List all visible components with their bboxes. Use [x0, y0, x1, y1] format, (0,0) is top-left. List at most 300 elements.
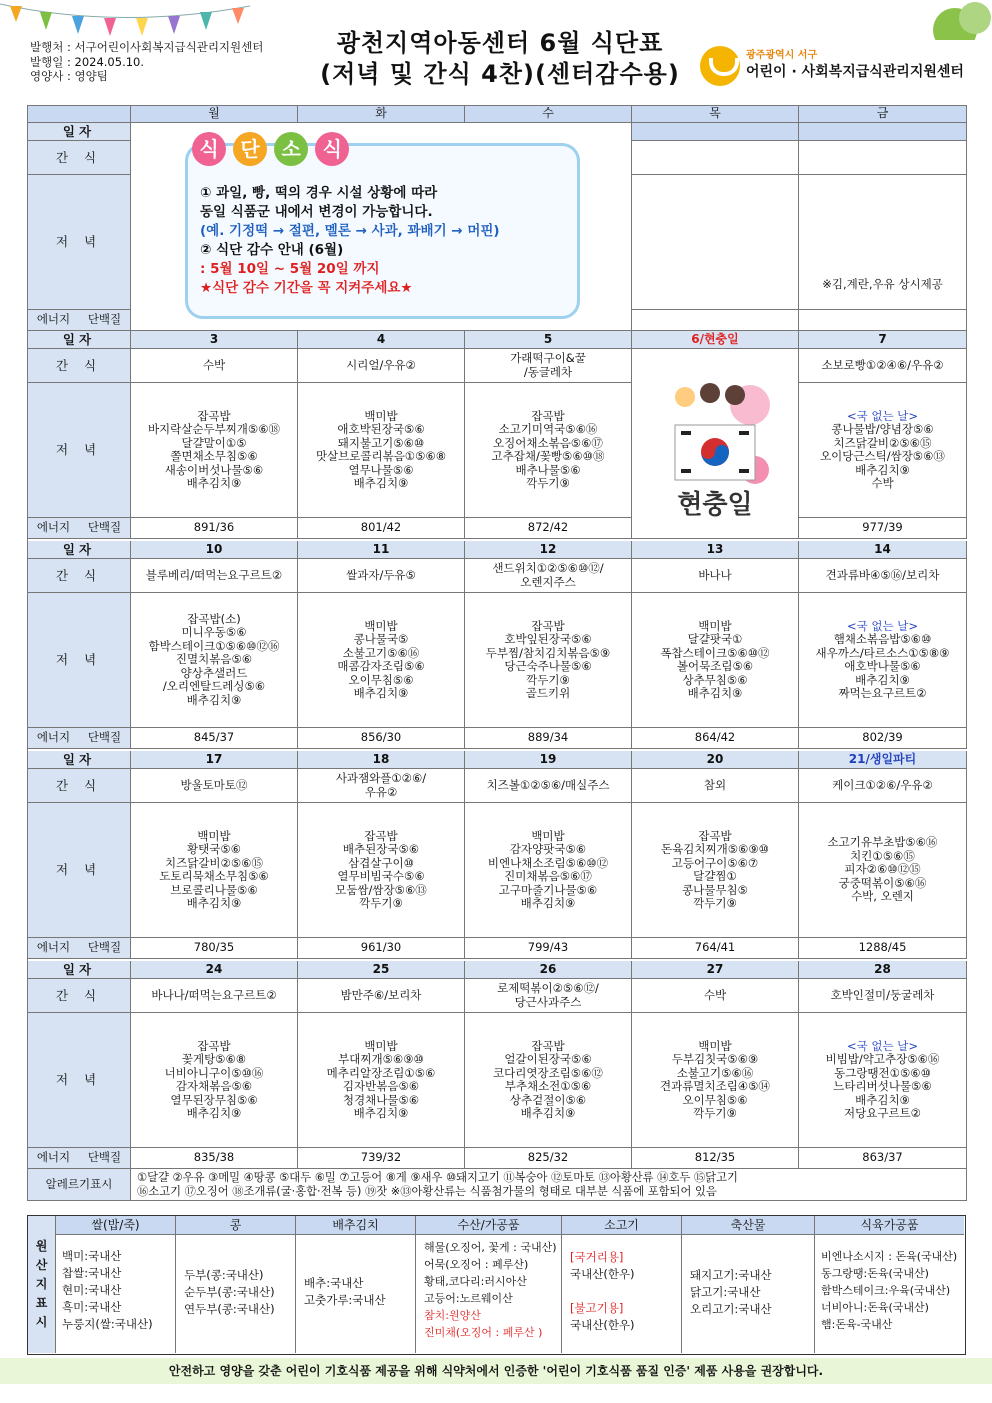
day-header-tue: 화: [298, 106, 465, 123]
label-date: 일자: [28, 751, 131, 769]
dinner-item: 배추김치⑨: [687, 686, 743, 700]
date-wed: 5: [465, 331, 632, 349]
dinner-item: 깍두기⑨: [693, 1106, 737, 1120]
dinner-item: 잡곡밥: [698, 828, 732, 843]
snack-line: 오렌지주스: [520, 574, 576, 589]
dinner-item: 콩나물국⑤: [353, 632, 409, 646]
label-energy: 에너지: [36, 1150, 71, 1165]
label-date: 일자: [28, 961, 131, 979]
dinner-item: 콩나물밥/양념장⑤⑥: [831, 422, 934, 436]
dinner-item: 상추무침⑤⑥: [682, 672, 748, 687]
dinner-thu: [632, 593, 799, 728]
snack-mon: [131, 769, 298, 803]
dinner-item: 느타리버섯나물⑤⑥: [833, 1079, 932, 1093]
corner-cell: [28, 106, 131, 123]
korean-flag-icon: [655, 375, 775, 505]
dinner-item: 배추김치⑨: [855, 462, 910, 477]
snack-line: 수박: [703, 987, 727, 1002]
dinner-item: 치킨①⑤⑥⑮: [850, 848, 915, 863]
snack-wed: [465, 979, 632, 1013]
dinner-item: 배추김치⑨: [353, 1106, 409, 1120]
dinner-item: 피자②⑥⑩⑫⑮: [844, 862, 921, 877]
title-line-1: 광천지역아동센터 6월 식단표: [336, 29, 664, 57]
dinner-item: 진멸치볶음⑤⑥: [175, 652, 253, 667]
week-1-block: [28, 331, 967, 539]
dinner-item: 당근숙주나물⑤⑥: [504, 659, 592, 673]
origin-livestock-2: 닭고기:국내산: [690, 1285, 761, 1299]
energy-protein-mon: 891/36: [131, 518, 298, 539]
origin-rice: [56, 1235, 176, 1353]
dinner-item: 애호박된장국⑤⑥: [337, 422, 425, 436]
snack-line: 사과잼와플①②⑥/: [335, 771, 427, 785]
dinner-item: 백미밥: [364, 1038, 398, 1053]
dinner-item: 오이당근스틱/쌈장⑤⑥⑬: [820, 449, 945, 463]
dinner-item: 백미밥: [197, 828, 231, 843]
snack-line: 바나나/떠먹는요구르트②: [151, 987, 277, 1002]
label-protein: 단백질: [87, 312, 122, 327]
label-date: 일자: [28, 123, 131, 141]
week0-fri-snack: [799, 141, 967, 175]
label-snack: 간 식: [28, 769, 131, 803]
origin-bean-2: 순두부(콩:국내산): [184, 1285, 275, 1299]
dinner-fri: [799, 593, 967, 728]
snack-fri: [799, 559, 967, 593]
week-2-block: [28, 541, 967, 749]
dinner-item: 부대찌개⑤⑥⑨⑩: [338, 1052, 424, 1066]
dinner-item: 소불고기⑤⑥⑯: [676, 1065, 754, 1080]
allergy-label: 알레르기표시: [28, 1169, 131, 1201]
dinner-item: 양상추샐러드: [180, 665, 248, 680]
snack-line: 시리얼/우유②: [346, 357, 416, 372]
origin-livestock-3: 오리고기:국내산: [690, 1302, 772, 1316]
allergy-legend-line-1: ①달걀 ②우유 ③메밀 ④땅콩 ⑤대두 ⑥밀 ⑦고등어 ⑧게 ⑨새우 ⑩돼지고기 ⑪복숭아 ⑫토마토 ⑬아황산류 ⑭호두 ⑮닭고기: [137, 1170, 738, 1184]
snack-line: 수박: [202, 357, 226, 372]
date-thu: 20: [632, 751, 799, 769]
date-tue: 4: [298, 331, 465, 349]
title-line-2: (저녁 및 간식 4찬)(센터감수용): [320, 60, 680, 88]
dinner-item: 볼어묵조림⑤⑥: [676, 659, 754, 673]
dinner-item: 저당요구르트②: [844, 1106, 921, 1120]
origin-processed-2: 동그랑땡:돈육(국내산): [821, 1267, 929, 1280]
snack-tue: [298, 769, 465, 803]
origin-header-beef: 소고기: [562, 1216, 682, 1235]
label-energy-protein: [28, 518, 131, 539]
dinner-fri: [799, 1013, 967, 1148]
origin-seafood-2: 어묵(오징어 : 페루산): [424, 1258, 529, 1271]
origin-processed-5: 햄:돈육-국내산: [821, 1318, 893, 1331]
label-snack: 간 식: [28, 141, 131, 175]
dinner-thu: [632, 803, 799, 938]
dinner-item: 잡곡밥: [364, 828, 398, 843]
dinner-item: 고구마줄기나물⑤⑥: [498, 882, 598, 897]
snack-line: 바나나: [698, 567, 732, 582]
dinner-item: 브로콜리나물⑤⑥: [170, 882, 258, 897]
dinner-item: <국 없는 날>: [846, 618, 919, 633]
always-provided-note: ※김,계란,우유 상시제공: [822, 276, 943, 291]
snack-fri: [799, 349, 967, 383]
label-energy-protein: [28, 1148, 131, 1169]
day-header-row: [28, 106, 967, 123]
dinner-item: 고추잡채/꽃빵⑤⑥⑩⑱: [491, 449, 605, 463]
label-dinner: 저 녁: [28, 803, 131, 938]
origin-rice-3: 현미:국내산: [62, 1283, 122, 1297]
holiday-cell: [632, 349, 799, 539]
label-protein: 단백질: [87, 940, 122, 955]
holiday-label: 현충일: [677, 489, 753, 520]
date-thu: 27: [632, 961, 799, 979]
energy-protein-mon: 845/37: [131, 728, 298, 749]
dinner-item: 깍두기⑨: [359, 896, 403, 910]
dinner-item: 김자반볶음⑤⑥: [342, 1079, 420, 1093]
snack-line: 치즈볼①②⑤⑥/매실주스: [486, 777, 610, 792]
date-fri: 14: [799, 541, 967, 559]
dinner-item: <국 없는 날>: [846, 408, 919, 423]
dinner-item: 상추겉절이⑤⑥: [509, 1092, 587, 1107]
week0-thu-snack: [632, 141, 799, 175]
dinner-item: 치즈닭갈비②⑤⑥⑮: [165, 855, 263, 870]
week0-fri-dinner: [799, 175, 967, 310]
dinner-item: 소고기미역국⑤⑥⑯: [498, 422, 598, 436]
snack-line: 샌드위치①②⑤⑥⑩⑫/: [492, 561, 604, 575]
origin-kimchi-2: 고춧가루:국내산: [304, 1293, 386, 1307]
snack-line: 우유②: [364, 784, 398, 799]
dinner-item: 배추김치⑨: [353, 686, 409, 700]
day-header-fri: 금: [799, 106, 967, 123]
dinner-item: 삼겹살구이⑩: [348, 855, 414, 870]
label-energy-protein: [28, 728, 131, 749]
dinner-mon: [131, 803, 298, 938]
dinner-wed: [465, 803, 632, 938]
origin-seafood: [416, 1235, 562, 1353]
dinner-item: 모둠쌈/쌈장⑤⑥⑬: [335, 882, 427, 897]
energy-protein-wed: 872/42: [465, 518, 632, 539]
dinner-item: 달걀찜①: [693, 869, 737, 883]
dinner-item: 함박스테이크①⑤⑥⑩⑫⑯: [148, 638, 280, 653]
dinner-item: 새우까스/타르소스①⑤⑧⑨: [815, 645, 950, 660]
page-title: [300, 28, 700, 90]
week-3-block: [28, 751, 967, 959]
snack-wed: [465, 349, 632, 383]
dinner-item: 햄채소볶음밥⑤⑥⑩: [833, 632, 932, 646]
dinner-mon: [131, 383, 298, 518]
snack-line: 소보로빵①②④⑥/우유②: [821, 357, 944, 372]
energy-protein-thu: 764/41: [632, 938, 799, 959]
origin-beef-value-1: 국내산(한우): [570, 1267, 635, 1281]
snack-fri: [799, 979, 967, 1013]
dinner-item: <국 없는 날>: [846, 1038, 919, 1053]
dinner-item: 배추김치⑨: [353, 476, 409, 490]
dinner-item: 애호박나물⑤⑥: [844, 659, 921, 673]
week0-thu-energy: [632, 310, 799, 331]
label-dinner: 저 녁: [28, 593, 131, 728]
origin-seafood-4: 고등어:노르웨이산: [424, 1292, 513, 1305]
energy-protein-tue: 856/30: [298, 728, 465, 749]
dinner-item: 백미밥: [364, 618, 398, 633]
dinner-tue: [298, 383, 465, 518]
dinner-item: 호박잎된장국⑤⑥: [504, 632, 592, 646]
energy-protein-thu: 812/35: [632, 1148, 799, 1169]
label-snack: 간 식: [28, 559, 131, 593]
origin-bean-3: 연두부(콩:국내산): [184, 1302, 275, 1316]
label-date: 일자: [28, 541, 131, 559]
origin-bean: [176, 1235, 296, 1353]
dinner-item: 돼지불고기⑤⑥⑩: [337, 435, 425, 450]
energy-protein-thu: 864/42: [632, 728, 799, 749]
dinner-item: 열무된장무침⑤⑥: [170, 1092, 258, 1107]
snack-mon: [131, 349, 298, 383]
dinner-item: 미니우동⑤⑥: [181, 625, 247, 640]
label-dinner: 저 녁: [28, 383, 131, 518]
origin-header-kimchi: 배추김치: [296, 1216, 416, 1235]
snack-line: 당근사과주스: [514, 994, 582, 1009]
dinner-item: 오이무침⑤⑥: [682, 1092, 748, 1107]
notice-line-5: : 5월 10일 ~ 5월 20일 까지: [200, 261, 380, 277]
dinner-item: 바지락살순두부찌개⑤⑥⑱: [147, 422, 281, 436]
dinner-item: 감자채볶음⑤⑥: [175, 1079, 253, 1093]
snack-mon: [131, 559, 298, 593]
dinner-wed: [465, 593, 632, 728]
snack-line: 호박인절미/둥굴레차: [830, 987, 935, 1002]
origin-rice-4: 흑미:국내산: [62, 1300, 122, 1314]
notice-text: [200, 184, 580, 298]
dinner-item: 수박, 오렌지: [851, 889, 914, 904]
energy-protein-mon: 835/38: [131, 1148, 298, 1169]
snack-thu: [632, 979, 799, 1013]
origin-side-label: [28, 1216, 56, 1353]
week0-thu-date: [632, 123, 799, 141]
allergy-legend-line-2: ⑯소고기 ⑰오징어 ⑱조개류(굴·홍합·전복 등) ⑲잣 ※⑬아황산류는 식품첨가물의 형태로 대부분 식품에 포함되어 있음: [137, 1184, 717, 1198]
notice-badge-2: 단: [233, 132, 267, 166]
origin-beef-label-1: [국거리용]: [570, 1250, 624, 1264]
dinner-item: 오이무침⑤⑥: [348, 672, 414, 687]
snack-fri: [799, 769, 967, 803]
snack-line: 밤만주⑥/보리차: [340, 987, 422, 1002]
energy-protein-mon: 780/35: [131, 938, 298, 959]
notice-line-3: (예. 기정떡 → 절편, 멜론 → 사과, 꽈배기 → 머핀): [200, 223, 500, 239]
date-fri: 21/생일파티: [799, 751, 967, 769]
smile-logo-icon: [700, 46, 740, 86]
label-dinner: 저 녁: [28, 1013, 131, 1148]
energy-protein-wed: 825/32: [465, 1148, 632, 1169]
dinner-item: 달걀팟국①: [687, 632, 743, 646]
dinner-item: 비엔나채소조림⑤⑥⑩⑫: [487, 855, 609, 870]
dinner-item: 잡곡밥: [197, 1038, 231, 1053]
origin-table: [27, 1215, 966, 1355]
origin-seafood-5: 참치:원양산: [424, 1309, 481, 1322]
notice-line-4: ② 식단 감수 안내 (6월): [200, 242, 344, 258]
snack-mon: [131, 979, 298, 1013]
dinner-item: 배추김치⑨: [186, 692, 242, 707]
dinner-item: 수박: [871, 476, 894, 490]
dinner-item: 백미밥: [364, 408, 398, 423]
snack-tue: [298, 559, 465, 593]
nutritionist-text: 영양사 : 영양팀: [30, 69, 108, 83]
dinner-item: 배추김치⑨: [186, 1106, 242, 1120]
label-snack: 간 식: [28, 979, 131, 1013]
label-protein: 단백질: [87, 1150, 122, 1165]
notice-badge-3: 소: [274, 132, 308, 166]
notice-badge-1: 식: [192, 132, 226, 166]
dinner-item: 배추김치⑨: [855, 672, 910, 687]
dinner-item: 콩나물무침⑤: [682, 882, 748, 897]
snack-line: /동글레차: [523, 364, 573, 379]
energy-protein-fri: 863/37: [799, 1148, 967, 1169]
dinner-item: 폭찹스테이크⑤⑥⑩⑫: [660, 645, 770, 660]
date-mon: 17: [131, 751, 298, 769]
date-tue: 25: [298, 961, 465, 979]
dinner-item: 고등어구이⑤⑥⑦: [671, 855, 759, 870]
date-tue: 18: [298, 751, 465, 769]
dinner-item: 쫄면채소무침⑤⑥: [170, 449, 258, 463]
dinner-item: 배추김치⑨: [186, 476, 242, 490]
dinner-thu: [632, 1013, 799, 1148]
dinner-fri: [799, 803, 967, 938]
dinner-item: 새송이버섯나물⑤⑥: [164, 462, 264, 477]
dinner-item: 배추김치⑨: [186, 896, 242, 910]
dinner-item: 치즈닭갈비②⑤⑥⑮: [833, 435, 932, 450]
dinner-item: 꽃게탕⑤⑥⑧: [181, 1052, 247, 1066]
notice-line-2: 동일 식품군 내에서 변경이 가능합니다.: [200, 204, 433, 220]
energy-protein-fri: 1288/45: [799, 938, 967, 959]
dinner-tue: [298, 803, 465, 938]
label-date: 일자: [28, 331, 131, 349]
allergy-legend: [131, 1169, 967, 1201]
date-fri: 28: [799, 961, 967, 979]
date-fri: 7: [799, 331, 967, 349]
origin-header-bean: 콩: [176, 1216, 296, 1235]
origin-seafood-3: 황태,코다리:러시아산: [424, 1275, 527, 1288]
snack-line: 로제떡볶이②⑤⑥⑫/: [497, 981, 599, 995]
energy-protein-tue: 739/32: [298, 1148, 465, 1169]
dinner-mon: [131, 593, 298, 728]
dinner-item: 부추채소전①⑤⑥: [504, 1079, 592, 1093]
origin-header-livestock: 축산물: [682, 1216, 815, 1235]
dinner-wed: [465, 1013, 632, 1148]
origin-side-char-3: 지: [35, 1277, 48, 1291]
label-protein: 단백질: [87, 520, 122, 535]
dinner-wed: [465, 383, 632, 518]
origin-side-char-2: 산: [35, 1258, 48, 1272]
origin-processed-3: 함박스테이크:우육(국내산): [821, 1284, 951, 1297]
snack-wed: [465, 769, 632, 803]
dinner-item: 소고기유부초밥⑤⑥⑯: [827, 835, 938, 850]
dinner-item: 잡곡밥: [197, 408, 231, 423]
energy-protein-tue: 801/42: [298, 518, 465, 539]
label-dinner: 저 녁: [28, 175, 131, 310]
center-logo: [700, 44, 970, 88]
dinner-fri: [799, 383, 967, 518]
dinner-item: 오징어채소볶음⑤⑥⑰: [493, 435, 603, 450]
dinner-item: 잡곡밥(소): [187, 611, 241, 626]
label-energy: 에너지: [36, 940, 71, 955]
snack-line: 블루베리/떠먹는요구르트②: [145, 567, 283, 582]
dinner-tue: [298, 1013, 465, 1148]
snack-line: 견과류바④⑤⑯/보리차: [825, 567, 940, 582]
date-mon: 24: [131, 961, 298, 979]
snack-line: 케이크①②⑥/우유②: [832, 777, 933, 792]
date-tue: 11: [298, 541, 465, 559]
dinner-item: 코다리엿장조림⑤⑥⑫: [493, 1065, 603, 1080]
notice-line-6: ★식단 감수 기간을 꼭 지켜주세요★: [200, 280, 413, 296]
date-mon: 10: [131, 541, 298, 559]
energy-protein-fri: 977/39: [799, 518, 967, 539]
dinner-item: 열무나물⑤⑥: [348, 462, 414, 477]
dinner-item: 진미채볶음⑤⑥⑰: [504, 869, 592, 883]
dinner-item: 메추리알장조림①⑤⑥: [326, 1065, 436, 1080]
energy-protein-tue: 961/30: [298, 938, 465, 959]
snack-line: 참외: [703, 777, 727, 792]
label-energy: 에너지: [36, 730, 71, 745]
dinner-item: 두부찜/참치김치볶음⑤⑨: [485, 645, 611, 660]
origin-processed-1: 비엔나소시지 : 돈육(국내산): [821, 1250, 958, 1263]
date-mon: 3: [131, 331, 298, 349]
week-4-block: [28, 961, 967, 1169]
snack-thu: [632, 559, 799, 593]
origin-header-rice: 쌀(밥/죽): [56, 1216, 176, 1235]
day-header-mon: 월: [131, 106, 298, 123]
origin-kimchi: [296, 1235, 416, 1353]
date-thu: 6/현충일: [632, 331, 799, 349]
origin-beef: [562, 1235, 682, 1353]
origin-bean-1: 두부(콩:국내산): [184, 1268, 264, 1282]
dinner-item: 배추된장국⑤⑥: [342, 842, 420, 856]
dinner-item: 잡곡밥: [531, 618, 565, 633]
dinner-item: 도토리묵채소무침⑤⑥: [159, 869, 269, 883]
snack-line: 가래떡구이&꿀: [510, 351, 586, 365]
origin-side-char-1: 원: [35, 1239, 48, 1253]
origin-rice-5: 누룽지(쌀:국내산): [62, 1317, 153, 1331]
dinner-item: 골드키위: [525, 686, 571, 700]
footer-notice: 안전하고 영양을 갖춘 어린이 기호식품 제공을 위해 식약처에서 인증한 '어린이 기호식품 품질 인증' 제품 사용을 권장합니다.: [168, 1364, 824, 1378]
origin-seafood-1: 해물(오징어, 꽃게 : 국내산): [424, 1241, 557, 1254]
label-energy-protein: [28, 310, 131, 331]
logo-title: 어린이 · 사회복지급식관리지원센터: [746, 64, 964, 80]
label-energy-protein: [28, 938, 131, 959]
dinner-item: 깍두기⑨: [526, 476, 570, 490]
dinner-item: 배추김치⑨: [855, 1092, 910, 1107]
date-wed: 12: [465, 541, 632, 559]
dinner-item: 청경채나물⑤⑥: [342, 1092, 420, 1107]
origin-header-seafood: 수산/가공품: [416, 1216, 562, 1235]
allergy-row: [28, 1169, 967, 1201]
dinner-item: 백미밥: [698, 1038, 732, 1053]
week0-thu-dinner: [632, 175, 799, 310]
dinner-item: 깍두기⑨: [526, 672, 570, 687]
origin-rice-2: 찹쌀:국내산: [62, 1266, 122, 1280]
snack-wed: [465, 559, 632, 593]
header-meta: [30, 40, 263, 84]
dinner-item: 소불고기⑤⑥⑯: [342, 645, 420, 660]
label-energy: 에너지: [36, 520, 71, 535]
issue-date-text: 발행일 : 2024.05.10.: [30, 54, 145, 69]
dinner-item: 너비아니구이⑤⑩⑯: [164, 1065, 264, 1080]
energy-protein-fri: 802/39: [799, 728, 967, 749]
origin-processed-4: 너비아니:돈육(국내산): [821, 1301, 929, 1314]
origin-side-char-4: 표: [35, 1296, 48, 1310]
dinner-item: 감자양팟국⑤⑥: [509, 842, 587, 856]
label-protein: 단백질: [87, 730, 122, 745]
dinner-item: 배추나물⑤⑥: [515, 462, 581, 477]
origin-header-processed: 식육가공품: [815, 1216, 964, 1235]
snack-tue: [298, 349, 465, 383]
snack-line: 쌀과자/두유⑤: [346, 567, 416, 582]
dinner-item: 잡곡밥: [531, 1038, 565, 1053]
snack-tue: [298, 979, 465, 1013]
dinner-item: 달걀말이①⑤: [181, 435, 247, 450]
dinner-item: 깍두기⑨: [693, 896, 737, 910]
dinner-item: /오리엔탈드레싱⑤⑥: [162, 679, 266, 694]
date-thu: 13: [632, 541, 799, 559]
